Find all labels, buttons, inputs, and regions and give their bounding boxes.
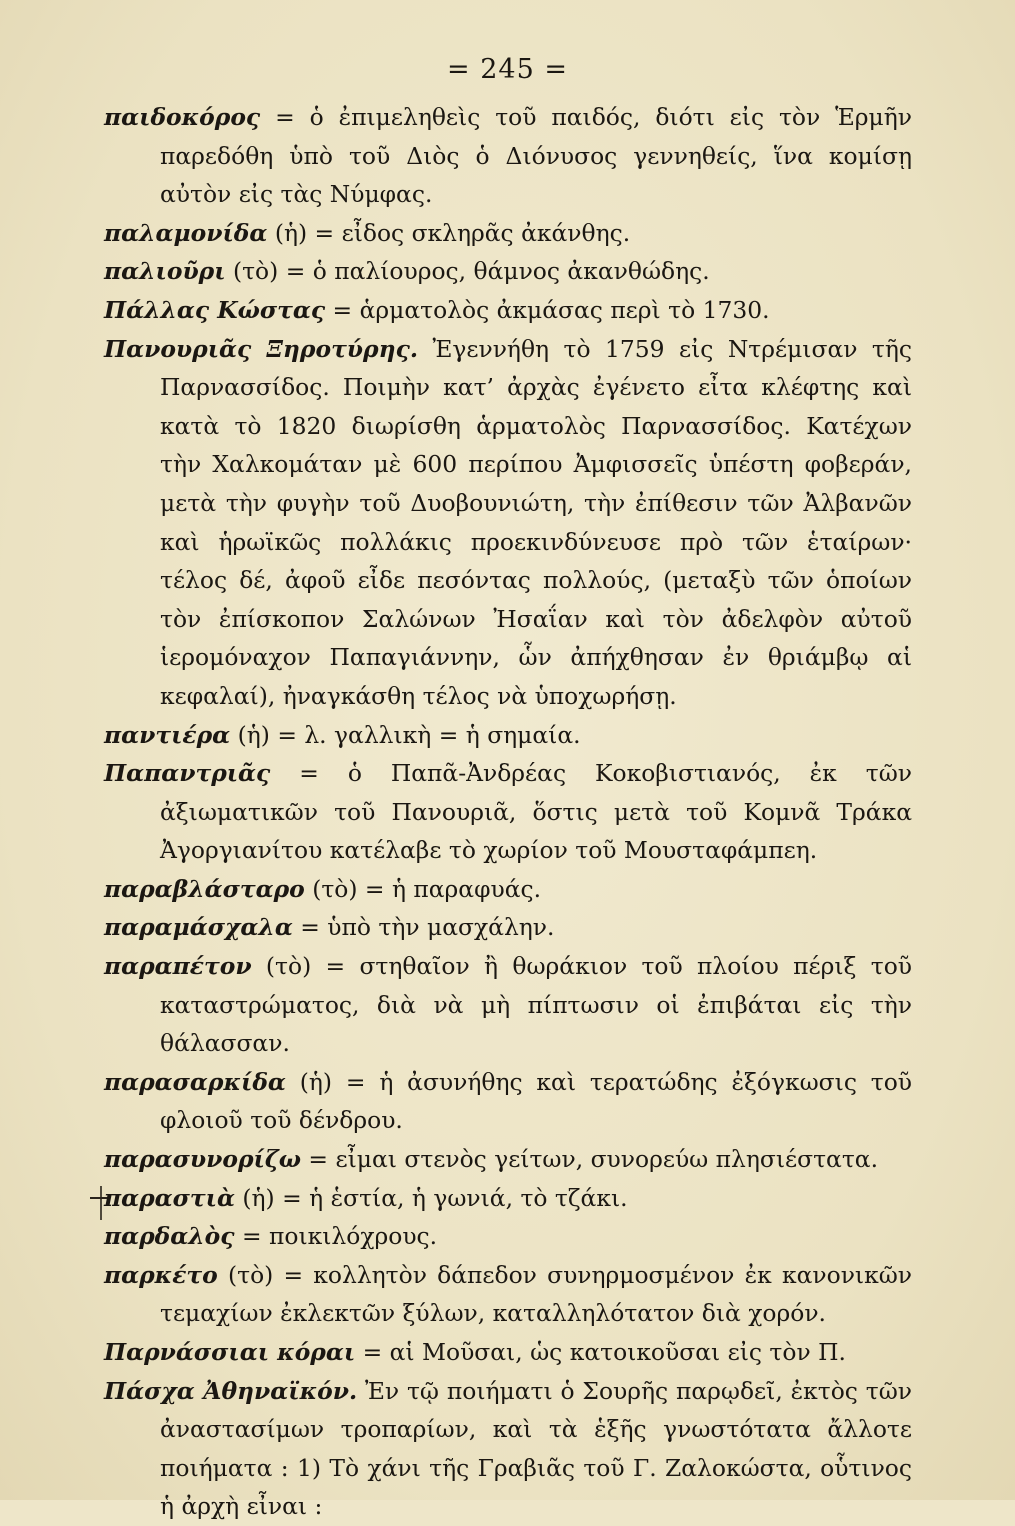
entry-definition: = εἶμαι στενὸς γείτων, συνορεύω πλησιέστατα. (300, 1145, 879, 1174)
entry-headword: παντιέρα (104, 720, 231, 749)
entry-headword: παλιοῦρι (104, 257, 226, 286)
glossary-entry (104, 291, 912, 330)
entry-definition: = ὑπὸ τὴν μασχάλην. (292, 913, 555, 942)
entry-headword: παρδαλὸς (104, 1222, 235, 1251)
entry-headword: Πανουριᾶς Ξηροτύρης. (104, 334, 418, 363)
glossary-entry (104, 1372, 912, 1526)
entry-definition: = ἁρματολὸς ἀκμάσας περὶ τὸ 1730. (325, 295, 770, 324)
entry-headword: παρασυνορίζω (104, 1145, 301, 1174)
entry-definition: (τὸ) = ἡ παραφυάς. (304, 874, 542, 903)
entry-headword: παρασαρκίδα (104, 1067, 286, 1096)
entry-definition: = ὁ Παπᾶ-Ἀνδρέας Κοκοβιστιανός, ἐκ τῶν ἀξιωματικῶν τοῦ Πανουριᾶ, ὅστις μετὰ τοῦ Κομνᾶ Τράκα Ἀγοργιανίτου κατέλαβε τὸ χωρίον τοῦ Μουσταφάμπεη. (160, 759, 912, 865)
entry-headword: Παρνάσσιαι κόραι (104, 1338, 356, 1366)
entry-headword: παιδοκόρος (104, 103, 261, 131)
entry-definition: (ἡ) = λ. γαλλικὴ = ἡ σημαία. (230, 720, 581, 749)
entry-definition: (τὸ) = στηθαῖον ἢ θωράκιον τοῦ πλοίου πέριξ τοῦ καταστρώματος, διὰ νὰ μὴ πίπτωσιν οἱ ἐπιβάται εἰς τὴν θάλασσαν. (160, 952, 912, 1058)
entry-headword: παραβλάσταρο (104, 874, 305, 903)
entry-definition: (ἡ) = εἶδος σκληρᾶς ἀκάνθης. (267, 218, 631, 247)
entry-headword: παραμάσχαλα (104, 913, 293, 942)
entry-definition: = ὁ ἐπιμεληθεὶς τοῦ παιδός, διότι εἰς τὸν Ἑρμῆν παρεδόθη ὑπὸ τοῦ Διὸς ὁ Διόνυσος γεννηθείς, ἵνα κομίσῃ αὐτὸν εἰς τὰς Νύμφας. (160, 103, 912, 209)
entry-definition: = αἱ Μοῦσαι, ὡς κατοικοῦσαι εἰς τὸν Π. (355, 1338, 846, 1366)
glossary-entry (104, 908, 912, 947)
glossary-entry (104, 1179, 912, 1218)
glossary-entry (104, 214, 912, 253)
glossary-entry (104, 754, 912, 870)
entry-definition: Ἐν τῷ ποιήματι ὁ Σουρῆς παρῳδεῖ, ἐκτὸς τῶν ἀναστασίμων τροπαρίων, καὶ τὰ ἑξῆς γνωστότατα ἄλλοτε ποιήματα : 1) Τὸ χάνι τῆς Γραβιᾶς τοῦ Γ. Ζαλοκώστα, οὗτινος ἡ ἀρχὴ εἶναι : (160, 1376, 913, 1521)
entry-headword: παραστιὰ (104, 1183, 235, 1212)
entry-headword: παραπέτον (104, 952, 252, 981)
glossary-entry (104, 1333, 912, 1372)
entry-definition: = ποικιλόχρους. (234, 1222, 438, 1251)
glossary-entry (104, 716, 912, 755)
glossary-entry (104, 947, 912, 1063)
glossary-entry (104, 1140, 912, 1179)
glossary-entry (104, 1256, 912, 1333)
glossary-entry (104, 1063, 912, 1140)
glossary-entries (104, 98, 912, 1526)
glossary-entry (104, 98, 912, 214)
page-number: = 245 = (447, 54, 568, 85)
entry-headword: παλαμονίδα (104, 218, 268, 247)
glossary-entry (104, 252, 912, 291)
entry-headword: Πάλλας Κώστας (104, 295, 326, 324)
entry-headword: παρκέτο (104, 1260, 218, 1289)
entry-definition: Ἐγεννήθη τὸ 1759 εἰς Ντρέμισαν τῆς Παρνασσίδος. Ποιμὴν κατ’ ἀρχὰς ἐγένετο εἶτα κλέφτης καὶ κατὰ τὸ 1820 διωρίσθη ἁρματολὸς Παρνασσίδος. Κατέχων τὴν Χαλκομάταν μὲ 600 περίπου Ἀμφισσεῖς ὑπέστη φοβεράν, μετὰ τὴν φυγὴν τοῦ Δυοβουνιώτη, τὴν ἐπίθεσιν τῶν Ἀλβανῶν καὶ ἡρωϊκῶς πολλάκις προεκινδύνευσε πρὸ τῶν ἑταίρων· τέλος δέ, ἀφοῦ εἶδε πεσόντας πολλούς, (μεταξὺ τῶν ὁποίων τὸν ἐπίσκοπον Σαλώνων Ἠσαΐαν καὶ τὸν ἀδελφὸν αὐτοῦ ἱερομόναχον Παπαγιάννην, ὧν ἀπήχθησαν ἐν θριάμβῳ αἱ κεφαλαί), ἠναγκάσθη τέλος νὰ ὑποχωρήσῃ. (160, 334, 912, 710)
entry-definition: (τὸ) = κολλητὸν δάπεδον συνηρμοσμένον ἐκ κανονικῶν τεμαχίων ἐκλεκτῶν ξύλων, καταλληλότατον διὰ χορόν. (160, 1260, 912, 1328)
glossary-entry (104, 870, 912, 909)
entry-definition: (ἡ) = ἡ ἑστία, ἡ γωνιά, τὸ τζάκι. (234, 1183, 628, 1212)
entry-definition: (ἡ) = ἡ ἀσυνήθης καὶ τερατώδης ἐξόγκωσις τοῦ φλοιοῦ τοῦ δένδρου. (160, 1067, 912, 1135)
entry-definition: (τὸ) = ὁ παλίουρος, θάμνος ἀκανθώδης. (225, 257, 710, 286)
glossary-entry (104, 330, 912, 716)
entry-headword: Πάσχα Ἀθηναϊκόν. (104, 1376, 358, 1405)
entry-headword: Παπαντριᾶς (104, 759, 271, 788)
glossary-entry (104, 1217, 912, 1256)
